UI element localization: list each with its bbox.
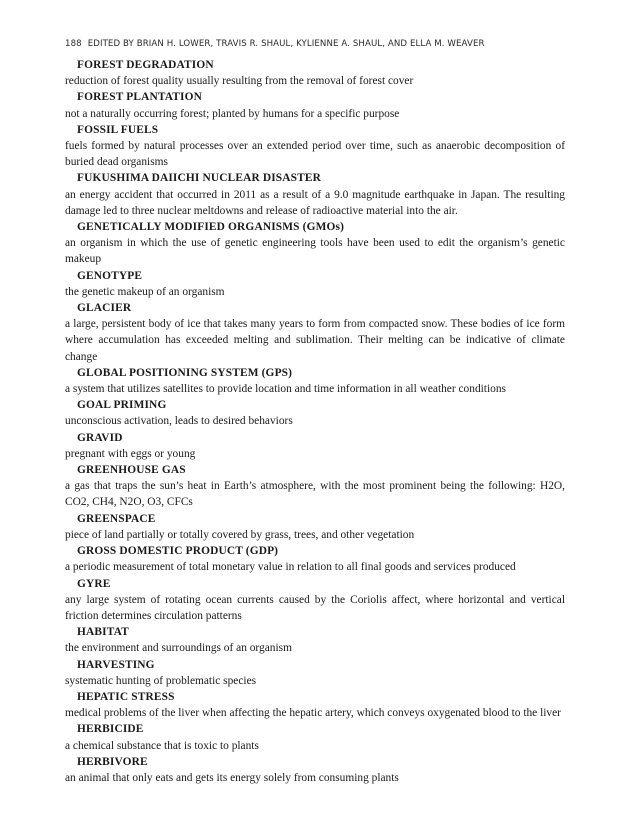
glossary-entry bbox=[65, 268, 565, 300]
glossary-definition: reduction of forest quality usually resulting from the removal of forest cover bbox=[65, 75, 414, 88]
editors-line: EDITED BY BRIAN H. LOWER, TRAVIS R. SHAUL, KYLIENNE A. SHAUL, AND ELLA M. WEAVER bbox=[87, 39, 485, 49]
glossary-entry bbox=[65, 543, 565, 575]
glossary-definition: systematic hunting of problematic species bbox=[65, 674, 257, 687]
glossary-entry bbox=[65, 754, 565, 786]
glossary-term: HABITAT bbox=[77, 626, 129, 639]
glossary-definition: any large system of rotating ocean currents caused by the Coriolis affect, where horizontal and vertical friction determines circulation patterns bbox=[65, 593, 565, 622]
glossary-entry bbox=[65, 57, 565, 89]
glossary-definition: a chemical substance that is toxic to plants bbox=[65, 739, 259, 752]
glossary-entry bbox=[65, 219, 565, 268]
glossary-definition: piece of land partially or totally covered by grass, trees, and other vegetation bbox=[65, 528, 415, 541]
glossary-term: FOREST PLANTATION bbox=[77, 91, 203, 104]
glossary-definition: fuels formed by natural processes over an extended period over time, such as anaerobic decomposition of buried dead organisms bbox=[65, 140, 565, 169]
glossary-entry bbox=[65, 689, 565, 721]
glossary-definition: not a naturally occurring forest; planted by humans for a specific purpose bbox=[65, 107, 400, 120]
glossary-term: GOAL PRIMING bbox=[77, 399, 167, 412]
glossary-term: GREENHOUSE GAS bbox=[77, 464, 186, 477]
glossary-term: GRAVID bbox=[77, 431, 123, 444]
glossary-entry bbox=[65, 122, 565, 171]
glossary-term: GENOTYPE bbox=[77, 269, 143, 282]
glossary-term: FOREST DEGRADATION bbox=[77, 59, 214, 71]
glossary-definition: a gas that traps the sun’s heat in Earth’s atmosphere, with the most prominent being the following: H2O, CO2, CH4, N2O, O3, CFCs bbox=[65, 480, 565, 509]
glossary-term: FUKUSHIMA DAIICHI NUCLEAR DISASTER bbox=[77, 172, 322, 185]
glossary-definition: the genetic makeup of an organism bbox=[65, 285, 225, 298]
glossary-term: GLOBAL POSITIONING SYSTEM (GPS) bbox=[77, 366, 293, 379]
glossary-term: GROSS DOMESTIC PRODUCT (GDP) bbox=[77, 545, 279, 558]
glossary-entry bbox=[65, 721, 565, 753]
glossary-term: HERBICIDE bbox=[77, 723, 144, 736]
glossary-entry bbox=[65, 89, 565, 121]
glossary-definition: pregnant with eggs or young bbox=[65, 447, 196, 460]
glossary-definition: medical problems of the liver when affecting the hepatic artery, which conveys oxygenated blood to the liver bbox=[65, 707, 561, 720]
glossary-entry bbox=[65, 511, 565, 543]
glossary-entry bbox=[65, 365, 565, 397]
glossary-term: HEPATIC STRESS bbox=[77, 690, 175, 703]
running-head bbox=[65, 39, 585, 50]
glossary-entries bbox=[65, 57, 565, 786]
glossary-entry bbox=[65, 657, 565, 689]
glossary-term: GYRE bbox=[77, 577, 111, 590]
glossary-term: GENETICALLY MODIFIED ORGANISMS (GMOs) bbox=[77, 221, 345, 234]
glossary-term: GREENSPACE bbox=[77, 512, 156, 525]
glossary-definition: an organism in which the use of genetic engineering tools have been used to edit the organism’s genetic makeup bbox=[65, 237, 565, 266]
glossary-entry bbox=[65, 170, 565, 219]
glossary-term: HARVESTING bbox=[77, 658, 155, 671]
glossary-definition: a large, persistent body of ice that takes many years to form from compacted snow. These bodies of ice form where accumulation has exceeded melting and sublimation. Their melting can be indicative of climate change bbox=[65, 318, 565, 363]
glossary-definition: a system that utilizes satellites to provide location and time information in all weather conditions bbox=[65, 383, 506, 396]
glossary-definition: unconscious activation, leads to desired behaviors bbox=[65, 415, 293, 428]
glossary-entry bbox=[65, 430, 565, 462]
glossary-definition: an animal that only eats and gets its energy solely from consuming plants bbox=[65, 771, 399, 784]
glossary-entry bbox=[65, 462, 565, 511]
glossary-entry bbox=[65, 397, 565, 429]
glossary-definition: the environment and surroundings of an organism bbox=[65, 642, 292, 655]
glossary-definition: a periodic measurement of total monetary value in relation to all final goods and services produced bbox=[65, 561, 516, 574]
glossary-definition: an energy accident that occurred in 2011 as a result of a 9.0 magnitude earthquake in Japan. The resulting damage led to three nuclear meltdowns and release of radioactive material into the air. bbox=[65, 188, 565, 217]
glossary-entry bbox=[65, 576, 565, 625]
glossary-term: HERBIVORE bbox=[77, 755, 148, 768]
glossary-entry bbox=[65, 624, 565, 656]
glossary-term: FOSSIL FUELS bbox=[77, 123, 159, 136]
glossary-term: GLACIER bbox=[77, 302, 132, 315]
glossary-entry bbox=[65, 300, 565, 365]
page-number: 188 bbox=[65, 39, 82, 49]
